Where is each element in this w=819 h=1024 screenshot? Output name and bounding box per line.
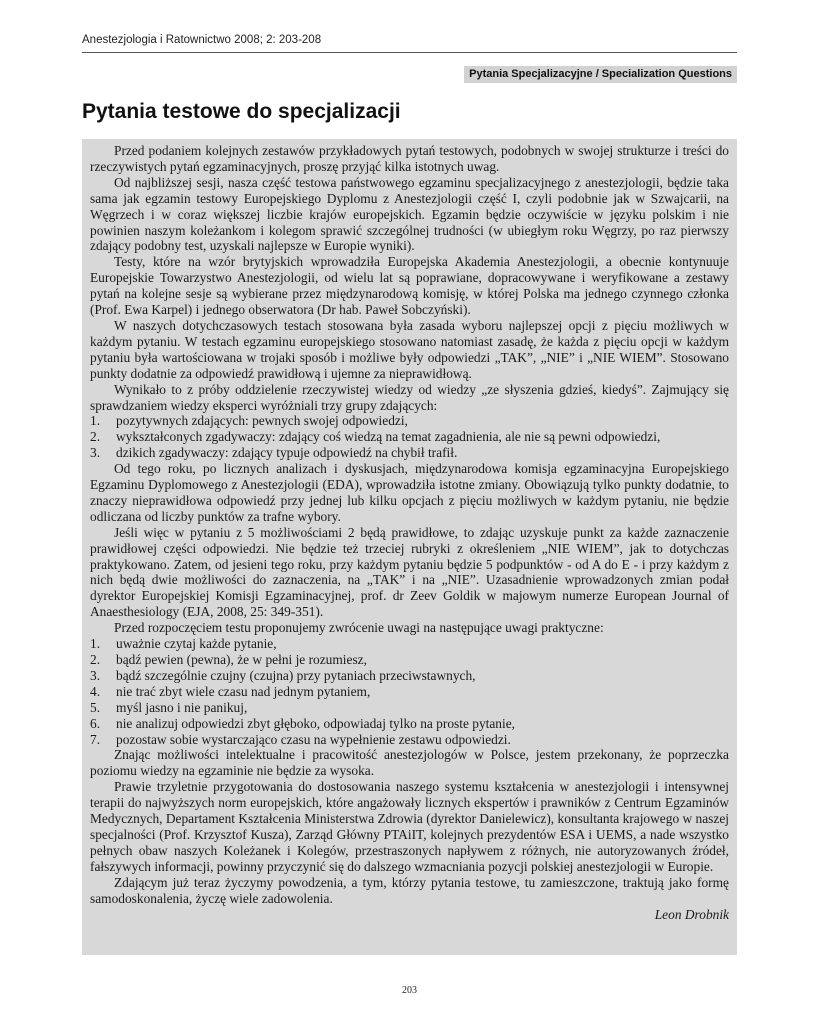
list-item: [90, 429, 729, 445]
list-item: [90, 732, 729, 748]
section-label: Pytania Specjalizacyjne / Specialization Questions: [464, 66, 737, 83]
page-number: 203: [402, 985, 417, 996]
paragraph: W naszych dotychczasowych testach stosowana była zasada wyboru najlepszej opcji z pięciu możliwych w każdym pytaniu. W testach egzaminu europejskiego stosowano natomiast zasadę, że każda z pięciu opcji w każdym pytaniu była wartościowana w trojaki sposób i możliwe były odpowiedzi „TAK”, „NIE” i „NIE WIEM”. Stosowano punkty dodatnie za odpowiedź prawidłową i ujemne za nieprawidłową.: [90, 317, 729, 381]
list-item: [90, 636, 729, 652]
examinee-groups-list: [90, 413, 729, 461]
practical-tips-list: [90, 636, 729, 747]
list-number: 6.: [90, 715, 101, 731]
paragraph: Od tego roku, po licznych analizach i dyskusjach, międzynarodowa komisja egzaminacyjna Europejskiego Egzaminu Dyplomowego z Anestezjologii (EDA), wprowadziła istotne zmiany. Obowiązują tylko punkty dodatnie, to znaczy nieprawidłowa odpowiedź przy jednej lub kilku opcjach z pięciu możliwych w każdym pytaniu, nie będzie odliczana od liczby punktów za trafne wybory.: [90, 461, 729, 524]
paragraph: Jeśli więc w pytaniu z 5 możliwościami 2 będą prawidłowe, to zdając uzyskuje punkt za każde zaznaczenie prawidłowej części odpowiedzi. Nie będzie też trzeciej rubryki z określeniem „NIE WIEM”, jak to dotychczas praktykowano. Zatem, od jesieni tego roku, przy każdym pytaniu będzie 5 podpunktów - od A do E - i przy każdym z nich będą dwie możliwości do zaznaczenia, na „TAK” i na „NIE”. Uzasadnienie wprowadzonych zmian podał dyrektor Europejskiej Komisji Egzaminacyjnej, prof. dr Zeev Goldik w majowym numerze European Journal of Anaesthesiology (EJA, 2008, 25: 349-351).: [90, 524, 729, 620]
paragraph: Przed rozpoczęciem testu proponujemy zwrócenie uwagi na następujące uwagi praktyczne:: [114, 620, 604, 636]
list-item: [90, 716, 729, 732]
paragraph: Prawie trzyletnie przygotowania do dostosowania naszego systemu kształcenia w anestezjologii i intensywnej terapii do najwyższych norm europejskich, które angażowały licznych ekspertów i prawników z Centrum Egzaminów Medycznych, Departament Kształcenia Ministerstwa Zdrowia (dyrektor Danielewicz), konsultanta krajowego w naszej specjalności (Prof. Krzysztof Kusza), Zarząd Główny PTAiIT, kolejnych prezydentów ESA i UEMS, a nade wszystko pełnych obaw naszych Koleżanek i Kolegów, przestraszonych napływem z różnych, nie autoryzowanych źródeł, fałszywych informacji, powinny przyczynić się do dalszego wzmacniania pozycji polskiej anestezjologii w Europie.: [90, 779, 729, 874]
list-text: pozostaw sobie wystarczająco czasu na wypełnienie zestawu odpowiedzi.: [116, 731, 511, 747]
list-item: [90, 684, 729, 700]
journal-header: Anestezjologia i Ratownictwo 2008; 2: 203-208: [82, 34, 737, 53]
list-number: 2.: [90, 652, 101, 667]
list-item: [90, 668, 729, 684]
paragraph: Wynikało to z próby oddzielenie rzeczywistej wiedzy od wiedzy „ze słyszenia gdzieś, kiedyś”. Zajmujący się sprawdzaniem wiedzy eksperci wyróżniali trzy grupy zdających:: [90, 381, 729, 413]
list-text: bądź szczególnie czujny (czujna) przy pytaniach przeciwstawnych,: [116, 667, 476, 683]
list-text: bądź pewien (pewna), że w pełni je rozumiesz,: [116, 652, 367, 667]
list-text: dzikich zgadywaczy: zdający typuje odpowiedź na chybił trafił.: [116, 445, 458, 461]
list-item: [90, 413, 729, 429]
list-number: 7.: [90, 731, 101, 747]
list-number: 2.: [90, 429, 101, 445]
paragraph: Znając możliwości intelektualne i pracowitość anestezjologów w Polsce, jestem przekonany, że poprzeczka poziomu wiedzy na egzaminie nie będzie za wysoka.: [90, 747, 729, 779]
article-body: [82, 139, 737, 955]
list-text: pozytywnych zdających: pewnych swojej odpowiedzi,: [116, 413, 408, 429]
list-number: 4.: [90, 683, 101, 699]
list-number: 3.: [90, 667, 101, 683]
paragraph: Przed podaniem kolejnych zestawów przykładowych pytań testowych, podobnych w swojej strukturze i treści do rzeczywistych pytań egzaminacyjnych, proszę przyjąć kilka istotnych uwag.: [90, 143, 729, 174]
article-title: Pytania testowe do specjalizacji: [82, 100, 401, 123]
list-text: nie analizuj odpowiedzi zbyt głęboko, odpowiadaj tylko na proste pytanie,: [116, 715, 516, 731]
list-text: uważnie czytaj każde pytanie,: [116, 636, 277, 652]
list-text: wykształconych zgadywaczy: zdający coś wiedzą na temat zagadnienia, ale nie są pewni odpowiedzi,: [116, 429, 661, 445]
list-number: 1.: [90, 636, 101, 652]
list-item: [90, 652, 729, 668]
list-text: myśl jasno i nie panikuj,: [116, 699, 248, 715]
list-item: [90, 445, 729, 461]
list-text: nie trać zbyt wiele czasu nad jednym pytaniem,: [116, 683, 371, 699]
list-number: 5.: [90, 699, 101, 715]
paragraph: Od najbliższej sesji, nasza część testowa państwowego egzaminu specjalizacyjnego z anestezjologii, będzie taka sama jak egzamin testowy Europejskiego Dyplomu z Anestezjologii część I, czyli podobnie jak w Szwajcarii, na Węgrzech i w coraz większej liczbie krajów europejskich. Egzamin będzie oczywiście w języku polskim i nie powinien naszym koleżankom i kolegom sprawić szczególnej trudności (w ubiegłym roku Węgrzy, po raz pierwszy zdający podobny test, uzyskali najlepsze w Europie wyniki).: [90, 174, 729, 254]
paragraph: Zdającym już teraz życzymy powodzenia, a tym, którzy pytania testowe, tu zamieszczone, traktują jako formę samodoskonalenia, życzę wiele zadowolenia.: [90, 874, 729, 906]
list-number: 1.: [90, 413, 101, 429]
list-item: [90, 700, 729, 716]
list-number: 3.: [90, 445, 101, 461]
paragraph: Testy, które na wzór brytyjskich wprowadziła Europejska Akademia Anestezjologii, a obecnie kontynuuje Europejskie Towarzystwo Anestezjologii, od wielu lat są poprawiane, dopracowywane i weryfikowane a zestawy pytań na kolejne sesje są wybierane przez międzynarodową komisję, w której Polska ma jednego czynnego członka (Prof. Ewa Karpel) i jednego obserwatora (Dr hab. Paweł Sobczyński).: [90, 254, 729, 318]
author-signature: Leon Drobnik: [654, 906, 729, 922]
